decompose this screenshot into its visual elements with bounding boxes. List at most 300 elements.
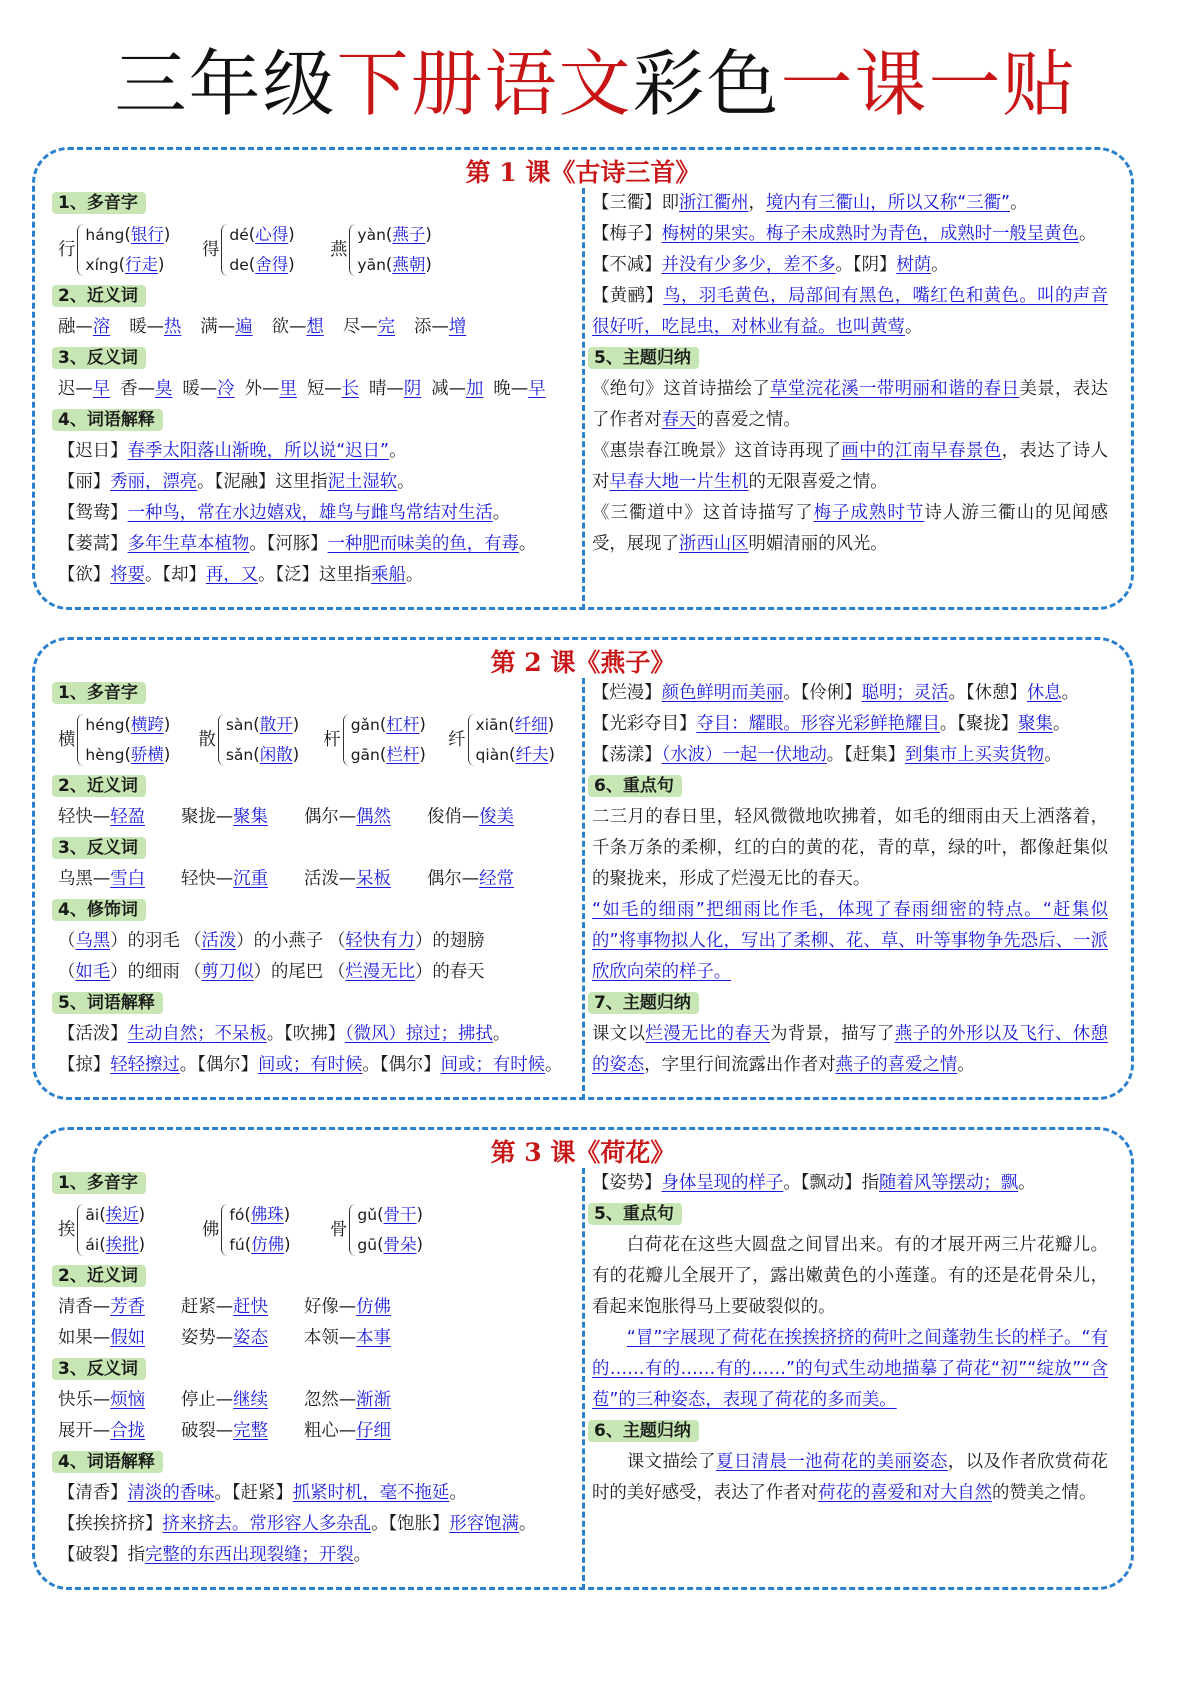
underlined-answer: 多年生草本植物 [127, 534, 250, 554]
underlined-answer: 画中的江南早春景色 [841, 441, 1002, 461]
word-pair [181, 802, 268, 833]
right-column [592, 188, 1108, 560]
readings [85, 710, 170, 770]
underlined-answer: 溶 [92, 317, 111, 337]
underlined-answer: 赶快 [233, 1297, 268, 1317]
text: 课文以 [592, 1024, 646, 1044]
word-pair [58, 957, 184, 988]
lesson-title: 第 1 课《古诗三首》 [465, 158, 701, 187]
polyphone-row [58, 709, 573, 771]
paren: ) [163, 715, 171, 734]
word-pair [245, 374, 297, 405]
word-pairs-row [58, 1416, 573, 1447]
pinyin: fú [229, 1236, 245, 1254]
text: 【黄鹂】 [592, 286, 664, 306]
underlined-answer: 烂漫无比 [345, 962, 415, 982]
word-pair [58, 1323, 145, 1354]
section-block [58, 1261, 573, 1292]
readings [229, 220, 294, 280]
text: ， [748, 193, 766, 213]
underlined-answer: 烂漫无比的春天 [645, 1024, 771, 1044]
text: 。【休憩】 [948, 683, 1027, 703]
word-pair [58, 864, 145, 895]
word-pair [369, 374, 421, 405]
paren: ( [124, 745, 131, 764]
word-pair [414, 312, 466, 343]
paragraph [592, 281, 1108, 343]
text: ，以及作者欣赏荷花时的美好感受，表达了作者对 [592, 1452, 1108, 1503]
paren: ) [284, 1235, 291, 1254]
example-word: 骨干 [383, 1205, 417, 1224]
polyphone-char: 佛 [202, 1219, 220, 1240]
section-heading: 3、反义词 [52, 347, 146, 369]
paragraph [592, 1168, 1108, 1199]
underlined-answer: 春季太阳落山渐晚，所以说“迟日” [127, 441, 390, 461]
underlined-answer: 荷花的喜爱和对大自然 [818, 1483, 993, 1503]
polyphone-item [330, 1200, 458, 1260]
underlined-answer: 冷 [217, 379, 235, 399]
text: 的无限喜爱之情。 [748, 472, 888, 492]
paragraph [58, 1478, 573, 1509]
paren: ) [416, 1205, 423, 1224]
text: 。 [397, 472, 415, 492]
word-pair [328, 957, 485, 988]
underlined-answer: 热 [164, 317, 182, 337]
underlined-answer: 并没有少多少，差不多 [661, 255, 836, 275]
section-heading: 6、重点句 [588, 775, 682, 797]
text: 【破裂】指 [58, 1545, 145, 1565]
text: 。【伶俐】 [783, 683, 862, 703]
underlined-answer: 早 [528, 379, 546, 399]
underlined-answer: 间或；有时候 [258, 1055, 363, 1075]
word-pairs-row [58, 1323, 573, 1354]
example-word: 行走 [125, 255, 158, 274]
text: （ [58, 962, 76, 982]
underlined-answer: 挤来挤去。常形容人多杂乱 [162, 1514, 372, 1534]
underlined-answer: 聚集 [1018, 714, 1053, 734]
example-word: 燕子 [392, 225, 426, 244]
right-column [592, 678, 1108, 1081]
underlined-answer: 轻盈 [110, 807, 145, 827]
underlined-answer: 阴 [403, 379, 422, 399]
section-heading: 3、反义词 [52, 1358, 146, 1380]
paren: ) [425, 225, 432, 244]
text: 如果— [58, 1328, 111, 1348]
text: 。【飘动】指 [783, 1173, 879, 1193]
text: 为背景，描写了 [770, 1024, 895, 1044]
underlined-answer: 浙江衢州 [678, 193, 749, 213]
word-pair [129, 312, 181, 343]
paren: ( [253, 715, 260, 734]
polyphone-item [58, 220, 202, 280]
polyphone-item [58, 710, 198, 770]
section-heading: 2、近义词 [52, 285, 146, 307]
paragraph [58, 498, 573, 529]
text: ，字里行间流露出作者对 [644, 1055, 836, 1075]
pinyin: yàn [357, 226, 386, 244]
reading [357, 220, 431, 250]
pinyin: fó [229, 1206, 245, 1224]
paragraph [58, 467, 573, 498]
text: 。【吹拂】 [266, 1024, 345, 1044]
column-divider [582, 1168, 585, 1590]
pinyin: de [229, 256, 249, 274]
word-pair [493, 374, 545, 405]
readings [85, 1200, 145, 1260]
pinyin: xiān [475, 716, 509, 734]
word-pairs-row [58, 1292, 573, 1323]
polyphone-char: 得 [202, 239, 220, 260]
word-pair [58, 1385, 145, 1416]
left-column [58, 1168, 573, 1571]
text: 。 [1044, 745, 1062, 765]
underlined-answer: 形容饱满 [449, 1514, 519, 1534]
readings [476, 710, 555, 770]
text: 暖— [129, 317, 164, 337]
polyphone-char: 行 [58, 239, 76, 260]
paren: ) [547, 715, 555, 734]
word-pair [304, 864, 391, 895]
pinyin: gǔ [357, 1206, 378, 1224]
section-heading: 4、修饰词 [52, 899, 146, 921]
word-pair [58, 802, 145, 833]
word-pair [120, 374, 172, 405]
word-pair [181, 1416, 268, 1447]
underlined-answer: 仿佛 [356, 1297, 391, 1317]
underlined-answer: 一种肥而味美的鱼，有毒 [327, 534, 519, 554]
word-pair [58, 312, 110, 343]
example-word: 纤细 [514, 715, 548, 734]
section-block [592, 1199, 1108, 1230]
word-pair [58, 1292, 145, 1323]
pinyin: gān [350, 746, 380, 764]
text: ）的羽毛 [110, 931, 180, 951]
word-pair [343, 312, 395, 343]
left-column [58, 188, 573, 591]
underlined-answer: 假如 [110, 1328, 145, 1348]
pinyin: dé [229, 226, 249, 244]
text: 轻快— [180, 869, 234, 889]
text: 课文描绘了 [626, 1452, 716, 1472]
underlined-answer: 休息 [1026, 683, 1062, 703]
section-heading: 1、多音字 [52, 682, 146, 704]
text: 满— [200, 317, 236, 337]
example-word: 横跨 [130, 715, 164, 734]
text: 。 [492, 1024, 511, 1044]
text: 。 [518, 534, 537, 554]
section-block [58, 1354, 573, 1385]
title-segment: 三年级 [114, 42, 337, 126]
text: 。 [1010, 193, 1028, 213]
brace-icon [77, 1204, 84, 1256]
underlined-answer: 生动自然；不呆板 [127, 1024, 267, 1044]
example-word: 挨近 [105, 1205, 139, 1224]
lesson-card [32, 1127, 1134, 1590]
text: 尽— [342, 317, 378, 337]
underlined-answer: 轻快有力 [345, 931, 415, 951]
text: 明媚清丽的风光。 [748, 534, 888, 554]
section-heading: 7、主题归纳 [588, 992, 699, 1014]
text: ）的细雨 [110, 962, 180, 982]
reading [351, 710, 426, 740]
underlined-answer: 想 [306, 317, 324, 337]
polyphone-item [202, 1200, 330, 1260]
text: 俊俏— [426, 807, 480, 827]
section-block [592, 988, 1108, 1019]
reading [357, 1200, 423, 1230]
text: 【姿势】 [592, 1173, 662, 1193]
text: 【蒌蒿】 [58, 534, 128, 554]
underlined-answer: 渐渐 [356, 1390, 391, 1410]
word-pair [304, 1323, 391, 1354]
brace-icon [218, 714, 225, 766]
underlined-answer: 燕子的喜爱之情 [835, 1055, 958, 1075]
section-block [592, 771, 1108, 802]
underlined-answer: 烦恼 [110, 1390, 145, 1410]
underlined-answer: 活泼 [201, 931, 237, 951]
underlined-answer: 雪白 [110, 869, 145, 889]
polyphone-char: 横 [58, 729, 76, 750]
readings [226, 710, 299, 770]
text: 《惠崇春江晚景》这首诗再现了 [592, 441, 842, 461]
brace-icon [221, 1204, 228, 1256]
word-pair [182, 374, 234, 405]
section-heading: 2、近义词 [52, 775, 146, 797]
text: 轻快— [58, 807, 111, 827]
text: 。【赶集】 [826, 745, 906, 765]
underlined-answer: 本事 [356, 1328, 391, 1348]
paragraph [592, 188, 1108, 219]
text: 。 [905, 317, 923, 337]
paren: ( [253, 745, 260, 764]
reading [357, 1230, 423, 1260]
paragraph [58, 436, 573, 467]
word-pair [200, 312, 252, 343]
text: 。【偶尔】 [362, 1055, 441, 1075]
word-pairs-row [58, 957, 573, 988]
word-pair [427, 802, 514, 833]
word-pairs-row [58, 864, 573, 895]
polyphone-item [202, 220, 330, 280]
example-word: 骄横 [130, 745, 164, 764]
readings [357, 1200, 423, 1260]
paren: ) [288, 225, 295, 244]
word-pair [181, 1292, 268, 1323]
underlined-answer: 完 [377, 317, 396, 337]
word-pair [181, 864, 268, 895]
polyphone-row [58, 1199, 573, 1261]
underlined-answer: 树荫 [896, 255, 932, 275]
word-pair [328, 926, 485, 957]
text: ）的春天 [414, 962, 485, 982]
paren: ) [292, 715, 300, 734]
text: 。 [1018, 1173, 1036, 1193]
section-block [58, 343, 573, 374]
word-pair [304, 1292, 391, 1323]
underlined-answer: 如毛 [75, 962, 111, 982]
example-word: 心得 [255, 225, 289, 244]
text: 美景，表达了作者对 [592, 379, 1108, 430]
brace-icon [77, 714, 84, 766]
title-segment: 一课一贴 [780, 42, 1077, 126]
text: 。 [1052, 714, 1071, 734]
section-block [58, 1168, 573, 1199]
text: 快乐— [58, 1390, 111, 1410]
reading [85, 220, 170, 250]
pinyin: héng [85, 716, 125, 734]
section-heading: 6、主题归纳 [588, 1420, 699, 1442]
underlined-answer: 乘船 [371, 565, 406, 585]
text: 欲— [271, 317, 307, 337]
paragraph [592, 802, 1108, 895]
reading [229, 250, 294, 280]
text: 赶紧— [180, 1297, 234, 1317]
section-block [58, 771, 573, 802]
text: （ [184, 962, 202, 982]
text: 本领— [303, 1328, 357, 1348]
text: 白荷花在这些大圆盘之间冒出来。有的才展开两三片花瓣儿。有的花瓣儿全展开了，露出嫩黄色的小莲蓬。有的还是花骨朵儿，看起来饱胀得马上要破裂似的。 [592, 1235, 1108, 1317]
underlined-answer: 境内有三衢山，所以又称“三衢” [765, 193, 1011, 213]
pinyin: āi [85, 1206, 100, 1224]
text: 【掠】 [58, 1055, 111, 1075]
paren: ( [379, 745, 387, 764]
section-block [58, 833, 573, 864]
word-pair [272, 312, 324, 343]
text: （ [328, 962, 346, 982]
brace-icon [349, 1204, 356, 1256]
section-block [58, 678, 573, 709]
section-heading: 1、多音字 [52, 1172, 146, 1194]
paren: ( [385, 255, 393, 274]
underlined-answer: 春天 [661, 410, 697, 430]
text: 迟— [58, 379, 93, 399]
word-pair [181, 1323, 268, 1354]
example-word: 挨批 [105, 1235, 139, 1254]
underlined-answer: 梅子成熟时节 [813, 503, 925, 523]
underlined-answer: 经常 [479, 869, 514, 889]
underlined-answer: 聚集 [233, 807, 268, 827]
title-segment: 彩色 [632, 42, 781, 126]
pinyin: háng [85, 226, 125, 244]
text: 。 [518, 1514, 537, 1534]
paren: ) [163, 225, 171, 244]
example-word: 燕朝 [392, 255, 426, 274]
word-pair [184, 926, 328, 957]
word-pair [58, 374, 110, 405]
paragraph [592, 250, 1108, 281]
section-heading: 1、多音字 [52, 192, 146, 214]
paragraph [592, 498, 1108, 560]
underlined-answer: 芳香 [110, 1297, 145, 1317]
text: ）的尾巴 [253, 962, 324, 982]
text: 。 [492, 503, 511, 523]
text: 【光彩夺目】 [592, 714, 697, 734]
underlined-answer: 仔细 [356, 1421, 391, 1441]
text: 【活泼】 [58, 1024, 128, 1044]
text: 。【偶尔】 [179, 1055, 259, 1075]
underlined-answer: 姿态 [233, 1328, 268, 1348]
text: 。 [405, 565, 424, 585]
left-column [58, 678, 573, 1081]
underlined-answer: 泥土湿软 [327, 472, 398, 492]
brace-icon [349, 224, 356, 276]
paragraph [592, 374, 1108, 436]
section-heading: 5、主题归纳 [588, 347, 699, 369]
text: 【荡漾】 [592, 745, 662, 765]
polyphone-item [448, 710, 573, 770]
text: 清香— [58, 1297, 111, 1317]
word-pairs-row [58, 312, 573, 343]
word-pair [307, 374, 359, 405]
reading [85, 740, 170, 770]
paren: ) [416, 1235, 423, 1254]
paren: ( [508, 715, 515, 734]
paren: ) [283, 1205, 291, 1224]
paragraph [592, 1447, 1108, 1509]
text: 。【饱胀】 [371, 1514, 450, 1534]
word-pairs-row [58, 926, 573, 957]
pinyin: gǎn [350, 716, 380, 734]
text: 《三衢道中》这首诗描写了 [592, 503, 814, 523]
text: 晴— [369, 379, 404, 399]
underlined-answer: 臭 [155, 379, 173, 399]
text: 【鸳鸯】 [58, 503, 128, 523]
paragraph [58, 560, 573, 591]
underlined-answer: 聪明；灵活 [861, 683, 949, 703]
paren: ) [425, 255, 432, 274]
underlined-answer: （微风）掠过；拂拭 [344, 1024, 493, 1044]
polyphone-char: 燕 [330, 239, 348, 260]
text: 。【聚拢】 [939, 714, 1019, 734]
text: 。 [957, 1055, 975, 1075]
text: 。【阴】 [835, 255, 897, 275]
underlined-answer: 清淡的香味 [127, 1483, 215, 1503]
example-word: 纤夫 [515, 745, 549, 764]
text: 好像— [303, 1297, 357, 1317]
underlined-answer: 合拢 [110, 1421, 145, 1441]
paren: ) [419, 745, 426, 764]
paren: ( [248, 225, 256, 244]
text: 。 [353, 1545, 372, 1565]
paren: ( [99, 1205, 106, 1224]
polyphone-char: 骨 [330, 1219, 348, 1240]
text: 【欲】 [58, 565, 111, 585]
word-pair [58, 926, 184, 957]
text: 【烂漫】 [592, 683, 662, 703]
paren: ( [248, 255, 256, 274]
paragraph [58, 1509, 573, 1540]
paragraph [58, 1540, 573, 1571]
text: 。 [449, 1483, 467, 1503]
underlined-answer: 完整的东西出现裂缝；开裂 [144, 1545, 354, 1565]
underlined-answer: 夺目：耀眼。形容光彩鲜艳耀目 [696, 714, 940, 734]
text: （ [58, 931, 76, 951]
reading [85, 1200, 145, 1230]
underlined-answer: 颜色鲜明而美丽 [661, 683, 784, 703]
text: 。【却】 [144, 565, 206, 585]
example-word: 仿佛 [251, 1235, 285, 1254]
paren: ) [288, 255, 295, 274]
section-block [592, 343, 1108, 374]
underlined-answer: 遍 [235, 317, 253, 337]
text: 晚— [493, 379, 529, 399]
readings [357, 220, 431, 280]
text: 活泼— [303, 869, 357, 889]
paren: ( [244, 1205, 251, 1224]
column-divider [582, 188, 585, 610]
underlined-answer: 将要 [110, 565, 145, 585]
lesson-title: 第 3 课《荷花》 [490, 1138, 676, 1167]
